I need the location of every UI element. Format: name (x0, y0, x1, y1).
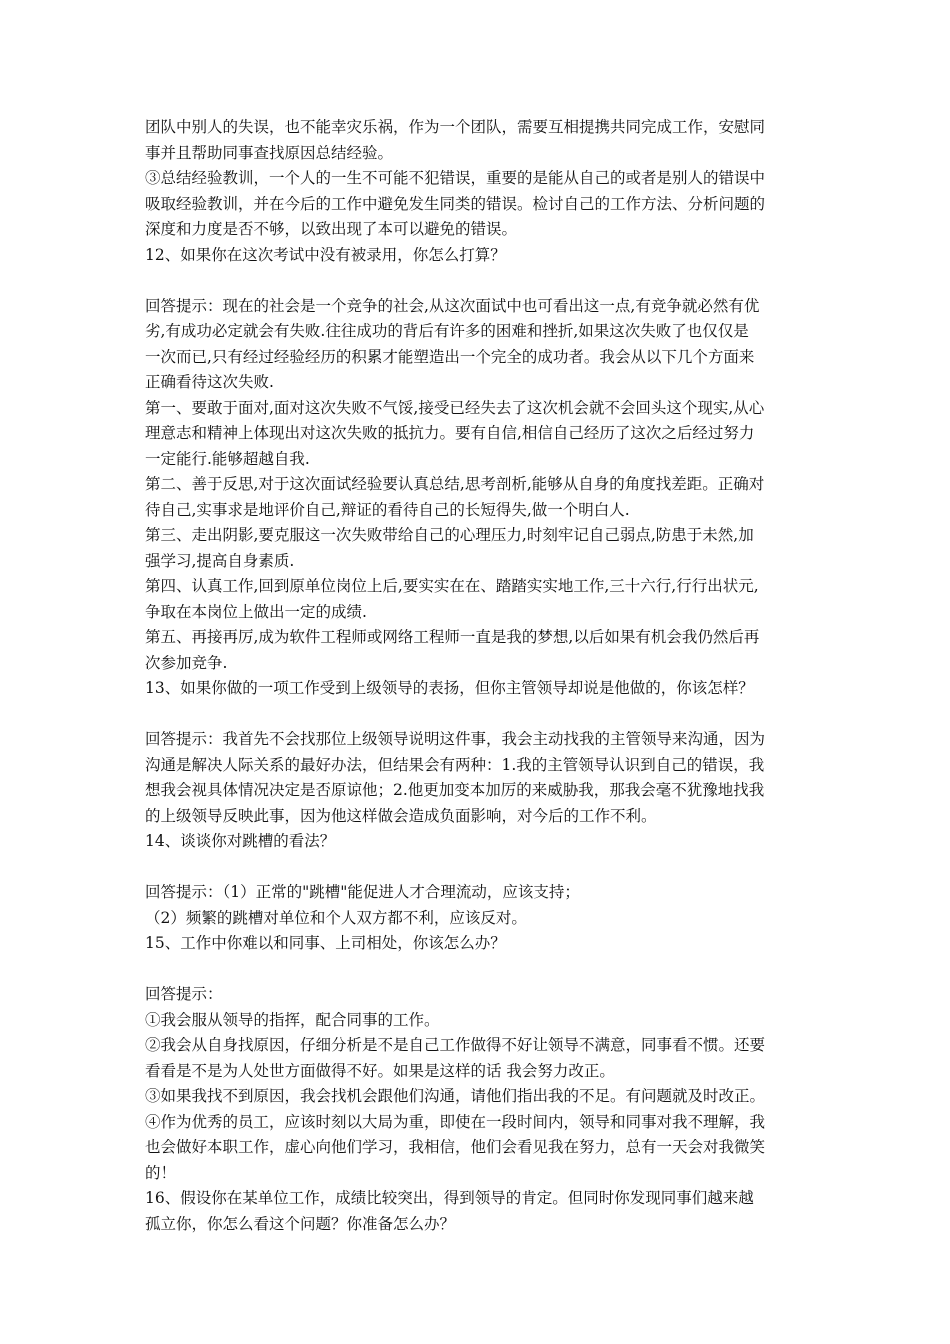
question-16-continued: 孤立你，你怎么看这个问题？你准备怎么办？ (145, 1214, 456, 1233)
answer-line: 理意志和精神上体现出对这次失败的抵抗力。要有自信,相信自己经历了这次之后经过努力 (145, 424, 755, 442)
answer-line: 回答提示：现在的社会是一个竞争的社会,从这次面试中也可看出这一点,有竞争就必然有优 (145, 296, 760, 315)
answer-line: ④作为优秀的员工，应该时刻以大局为重，即使在一段时间内，领导和同事对我不理解，我 (145, 1112, 766, 1131)
blank-line (145, 268, 810, 294)
answer-line: 的上级领导反映此事，因为他这样做会造成负面影响，对今后的工作不利。 (145, 806, 657, 825)
answer-line: 强学习,提高自身素质. (145, 551, 295, 570)
answer-line: 正确看待这次失败. (145, 373, 274, 391)
answer-line: 第一、要敢于面对,面对这次失败不气馁,接受已经失去了这次机会就不会回头这个现实,从心 (145, 398, 765, 417)
answer-line: 一次而已,只有经过经验经历的积累才能塑造出一个完全的成功者。我会从以下几个方面来 (145, 347, 755, 366)
paragraph-line: 吸取经验教训，并在今后的工作中避免发生同类的错误。检讨自己的工作方法、分析问题的 (145, 194, 766, 213)
question-12: 12、如果你在这次考试中没有被录用，你怎么打算？ (145, 245, 506, 264)
answer-line: 回答提示：（1）正常的"跳槽"能促进人才合理流动，应该支持； (145, 883, 580, 901)
question-13: 13、如果你做的一项工作受到上级领导的表扬，但你主管领导却说是他做的，你该怎样？ (145, 679, 754, 697)
answer-line: 第五、再接再厉,成为软件工程师或网络工程师一直是我的梦想,以后如果有机会我仍然后再 (145, 628, 760, 646)
blank-line (145, 855, 810, 881)
answer-line: 次参加竞争. (145, 653, 228, 672)
answer-line: （2）频繁的跳槽对单位和个人双方都不利，应该反对。 (145, 908, 527, 927)
paragraph-line: 团队中别人的失误，也不能幸灾乐祸，作为一个团队，需要互相提携共同完成工作，安慰同 (145, 118, 766, 136)
document-page (145, 115, 810, 1237)
question-16: 16、假设你在某单位工作，成绩比较突出，得到领导的肯定。但同时你发现同事们越来越 (145, 1189, 754, 1207)
paragraph-line: 事并且帮助同事查找原因总结经验。 (145, 143, 394, 162)
answer-line: 待自己,实事求是地评价自己,辩证的看待自己的长短得失,做一个明白人. (145, 500, 630, 519)
answer-line: 劣,有成功必定就会有失败.往往成功的背后有许多的困难和挫折,如果这次失败了也仅仅是 (145, 322, 749, 340)
answer-line: ①我会服从领导的指挥，配合同事的工作。 (145, 1010, 440, 1029)
answer-line: 的！ (145, 1163, 177, 1182)
answer-line: ②我会从自身找原因，仔细分析是不是自己工作做得不好让领导不满意，同事看不惯。还要 (145, 1036, 766, 1054)
answer-line: 看看是不是为人处世方面做得不好。如果是这样的话 我会努力改正。 (145, 1061, 615, 1080)
answer-line: 第四、认真工作,回到原单位岗位上后,要实实在在、踏踏实实地工作,三十六行,行行出状元, (145, 577, 759, 595)
answer-line: 想我会视具体情况决定是否原谅他；2.他更加变本加厉的来威胁我，那我会毫不犹豫地找我 (145, 781, 765, 799)
answer-line: 回答提示：我首先不会找那位上级领导说明这件事，我会主动找我的主管领导来沟通，因为 (145, 730, 766, 748)
answer-line: 回答提示： (145, 985, 223, 1003)
paragraph-line: ③总结经验教训，一个人的一生不可能不犯错误，重要的是能从自己的或者是别人的错误中 (145, 169, 766, 187)
answer-line: 第三、走出阴影,要克服这一次失败带给自己的心理压力,时刻牢记自己弱点,防患于未然,加 (145, 526, 754, 544)
question-14: 14、谈谈你对跳槽的看法？ (145, 832, 336, 850)
question-15: 15、工作中你难以和同事、上司相处，你该怎么办？ (145, 934, 506, 952)
answer-line: ③如果我找不到原因，我会找机会跟他们沟通，请他们指出我的不足。有问题就及时改正。 (145, 1087, 766, 1105)
answer-line: 一定能行.能够超越自我. (145, 449, 310, 468)
paragraph-line: 深度和力度是否不够，以致出现了本可以避免的错误。 (145, 220, 518, 238)
answer-line: 第二、善于反思,对于这次面试经验要认真总结,思考剖析,能够从自身的角度找差距。正确对 (145, 475, 765, 493)
answer-line: 也会做好本职工作，虚心向他们学习，我相信，他们会看见我在努力，总有一天会对我微笑 (145, 1138, 766, 1156)
answer-line: 争取在本岗位上做出一定的成绩. (145, 602, 367, 621)
blank-line (145, 957, 810, 983)
blank-line (145, 702, 810, 728)
answer-line: 沟通是解决人际关系的最好办法，但结果会有两种：1.我的主管领导认识到自己的错误，我 (145, 755, 765, 774)
